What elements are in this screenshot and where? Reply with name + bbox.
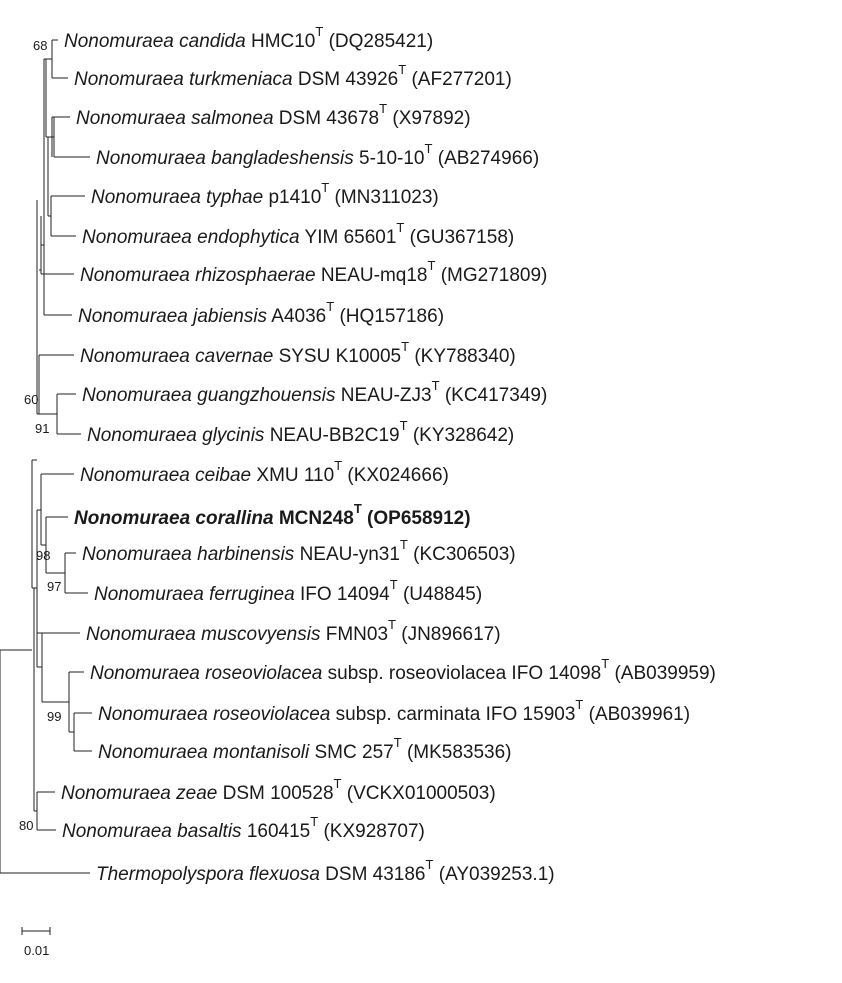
taxon-label bbox=[98, 697, 690, 725]
taxon-strain: p1410 bbox=[263, 187, 322, 208]
taxon-binomial: Nonomuraea corallina bbox=[74, 508, 274, 529]
taxon-accession: (KX024666) bbox=[342, 465, 449, 486]
taxon-binomial: Nonomuraea glycinis bbox=[87, 425, 265, 446]
type-strain-mark: T bbox=[333, 776, 342, 791]
taxon-label bbox=[82, 220, 514, 248]
taxon-strain: YIM 65601 bbox=[299, 227, 397, 248]
taxon-label bbox=[74, 62, 512, 90]
taxon-binomial: Nonomuraea rhizosphaerae bbox=[80, 265, 316, 286]
taxon-labels bbox=[61, 24, 716, 885]
taxon-accession: (VCKX01000503) bbox=[341, 783, 496, 804]
taxon-accession: (MN311023) bbox=[329, 187, 439, 208]
taxon-label bbox=[78, 299, 444, 327]
type-strain-mark: T bbox=[601, 656, 610, 671]
taxon-strain: IFO 14094 bbox=[294, 584, 390, 605]
taxon-strain: subsp. carminata IFO 15903 bbox=[330, 704, 576, 725]
taxon-strain: NEAU-mq18 bbox=[315, 265, 428, 286]
taxon-label bbox=[76, 101, 471, 129]
type-strain-mark: T bbox=[401, 339, 410, 354]
taxon-label bbox=[82, 537, 516, 565]
type-strain-mark: T bbox=[431, 378, 440, 393]
taxon-accession: (KX928707) bbox=[318, 821, 425, 842]
type-strain-mark: T bbox=[379, 101, 388, 116]
taxon-accession: (AB039961) bbox=[583, 704, 691, 725]
type-strain-mark: T bbox=[393, 735, 402, 750]
taxon-strain: DSM 43926 bbox=[292, 69, 399, 90]
type-strain-mark: T bbox=[321, 180, 330, 195]
type-strain-mark: T bbox=[315, 24, 324, 39]
taxon-strain: HMC10 bbox=[245, 31, 316, 52]
bootstrap-value: 99 bbox=[47, 709, 62, 724]
taxon-binomial: Nonomuraea ceibae bbox=[80, 465, 252, 486]
taxon-accession: (MK583536) bbox=[401, 742, 512, 763]
taxon-label bbox=[96, 857, 555, 885]
taxon-strain: DSM 43678 bbox=[273, 108, 380, 129]
taxon-label bbox=[61, 776, 496, 804]
taxon-binomial: Nonomuraea bangladeshensis bbox=[96, 148, 354, 169]
taxon-strain: XMU 110 bbox=[251, 465, 335, 486]
taxon-strain: NEAU-ZJ3 bbox=[335, 385, 432, 406]
type-strain-mark: T bbox=[399, 418, 408, 433]
taxon-label bbox=[80, 458, 449, 486]
taxon-label bbox=[91, 180, 439, 208]
type-strain-mark: T bbox=[334, 458, 343, 473]
taxon-label bbox=[80, 258, 547, 286]
taxon-accession: (MG271809) bbox=[435, 265, 548, 286]
type-strain-mark: T bbox=[310, 814, 319, 829]
taxon-binomial: Thermopolyspora flexuosa bbox=[96, 864, 320, 885]
taxon-binomial: Nonomuraea montanisoli bbox=[98, 742, 310, 763]
taxon-accession: (KY328642) bbox=[407, 425, 515, 446]
taxon-strain: DSM 100528 bbox=[217, 783, 334, 804]
taxon-strain: DSM 43186 bbox=[319, 864, 426, 885]
taxon-accession: (KC306503) bbox=[407, 544, 516, 565]
bootstrap-value: 80 bbox=[19, 818, 34, 833]
taxon-binomial: Nonomuraea guangzhouensis bbox=[82, 385, 336, 406]
taxon-accession: (U48845) bbox=[397, 584, 483, 605]
taxon-binomial: Nonomuraea ferruginea bbox=[94, 584, 295, 605]
taxon-binomial: Nonomuraea muscovyensis bbox=[86, 624, 321, 645]
taxon-strain: NEAU-yn31 bbox=[294, 544, 400, 565]
taxon-binomial: Nonomuraea zeae bbox=[61, 783, 218, 804]
taxon-accession: (HQ157186) bbox=[334, 306, 445, 327]
tree-branches bbox=[0, 40, 92, 873]
taxon-label bbox=[64, 24, 433, 52]
taxon-label bbox=[86, 617, 501, 645]
taxon-binomial: Nonomuraea harbinensis bbox=[82, 544, 295, 565]
taxon-accession: (OP658912) bbox=[361, 508, 471, 529]
taxon-label bbox=[94, 577, 482, 605]
taxon-binomial: Nonomuraea candida bbox=[64, 31, 246, 52]
taxon-strain: 160415 bbox=[241, 821, 311, 842]
taxon-accession: (JN896617) bbox=[395, 624, 501, 645]
type-strain-mark: T bbox=[424, 141, 433, 156]
type-strain-mark: T bbox=[427, 258, 436, 273]
bootstrap-value: 68 bbox=[33, 38, 48, 53]
bootstrap-value: 98 bbox=[36, 548, 51, 563]
taxon-strain: A4036 bbox=[267, 306, 327, 327]
type-strain-mark: T bbox=[388, 617, 396, 632]
taxon-accession: (KC417349) bbox=[439, 385, 548, 406]
taxon-label bbox=[82, 378, 547, 406]
taxon-strain: MCN248 bbox=[273, 508, 354, 529]
taxon-binomial: Nonomuraea turkmeniaca bbox=[74, 69, 293, 90]
taxon-binomial: Nonomuraea cavernae bbox=[80, 346, 274, 367]
type-strain-mark: T bbox=[399, 537, 408, 552]
type-strain-mark: T bbox=[398, 62, 407, 77]
bootstrap-value: 60 bbox=[24, 392, 39, 407]
taxon-strain: SMC 257 bbox=[309, 742, 394, 763]
taxon-strain: 5-10-10 bbox=[353, 148, 425, 169]
taxon-label bbox=[62, 814, 425, 842]
taxon-label-highlighted bbox=[74, 501, 471, 529]
taxon-accession: (GU367158) bbox=[404, 227, 515, 248]
scale-bar-label: 0.01 bbox=[24, 943, 50, 958]
taxon-label bbox=[90, 656, 716, 684]
type-strain-mark: T bbox=[326, 299, 335, 314]
taxon-accession: (AB039959) bbox=[609, 663, 716, 684]
taxon-binomial: Nonomuraea endophytica bbox=[82, 227, 300, 248]
taxon-accession: (AF277201) bbox=[406, 69, 512, 90]
bootstrap-value: 97 bbox=[47, 579, 62, 594]
type-strain-mark: T bbox=[353, 501, 362, 516]
taxon-binomial: Nonomuraea basaltis bbox=[62, 821, 242, 842]
taxon-accession: (AB274966) bbox=[432, 148, 540, 169]
type-strain-mark: T bbox=[425, 857, 434, 872]
type-strain-mark: T bbox=[575, 697, 584, 712]
taxon-strain: FMN03 bbox=[320, 624, 389, 645]
taxon-strain: subsp. roseoviolacea IFO 14098 bbox=[322, 663, 602, 684]
taxon-binomial: Nonomuraea salmonea bbox=[76, 108, 274, 129]
taxon-label bbox=[80, 339, 516, 367]
taxon-accession: (DQ285421) bbox=[323, 31, 434, 52]
taxon-label bbox=[96, 141, 539, 169]
type-strain-mark: T bbox=[389, 577, 398, 592]
taxon-accession: (KY788340) bbox=[409, 346, 516, 367]
taxon-label bbox=[98, 735, 512, 763]
taxon-accession: (X97892) bbox=[387, 108, 471, 129]
taxon-binomial: Nonomuraea jabiensis bbox=[78, 306, 268, 327]
taxon-label bbox=[87, 418, 514, 446]
bootstrap-value: 91 bbox=[35, 421, 50, 436]
taxon-binomial: Nonomuraea typhae bbox=[91, 187, 264, 208]
taxon-binomial: Nonomuraea roseoviolacea bbox=[98, 704, 331, 725]
taxon-strain: NEAU-BB2C19 bbox=[264, 425, 400, 446]
taxon-accession: (AY039253.1) bbox=[433, 864, 555, 885]
taxon-strain: SYSU K10005 bbox=[273, 346, 402, 367]
type-strain-mark: T bbox=[396, 220, 405, 235]
taxon-binomial: Nonomuraea roseoviolacea bbox=[90, 663, 323, 684]
scale-bar bbox=[22, 927, 50, 958]
